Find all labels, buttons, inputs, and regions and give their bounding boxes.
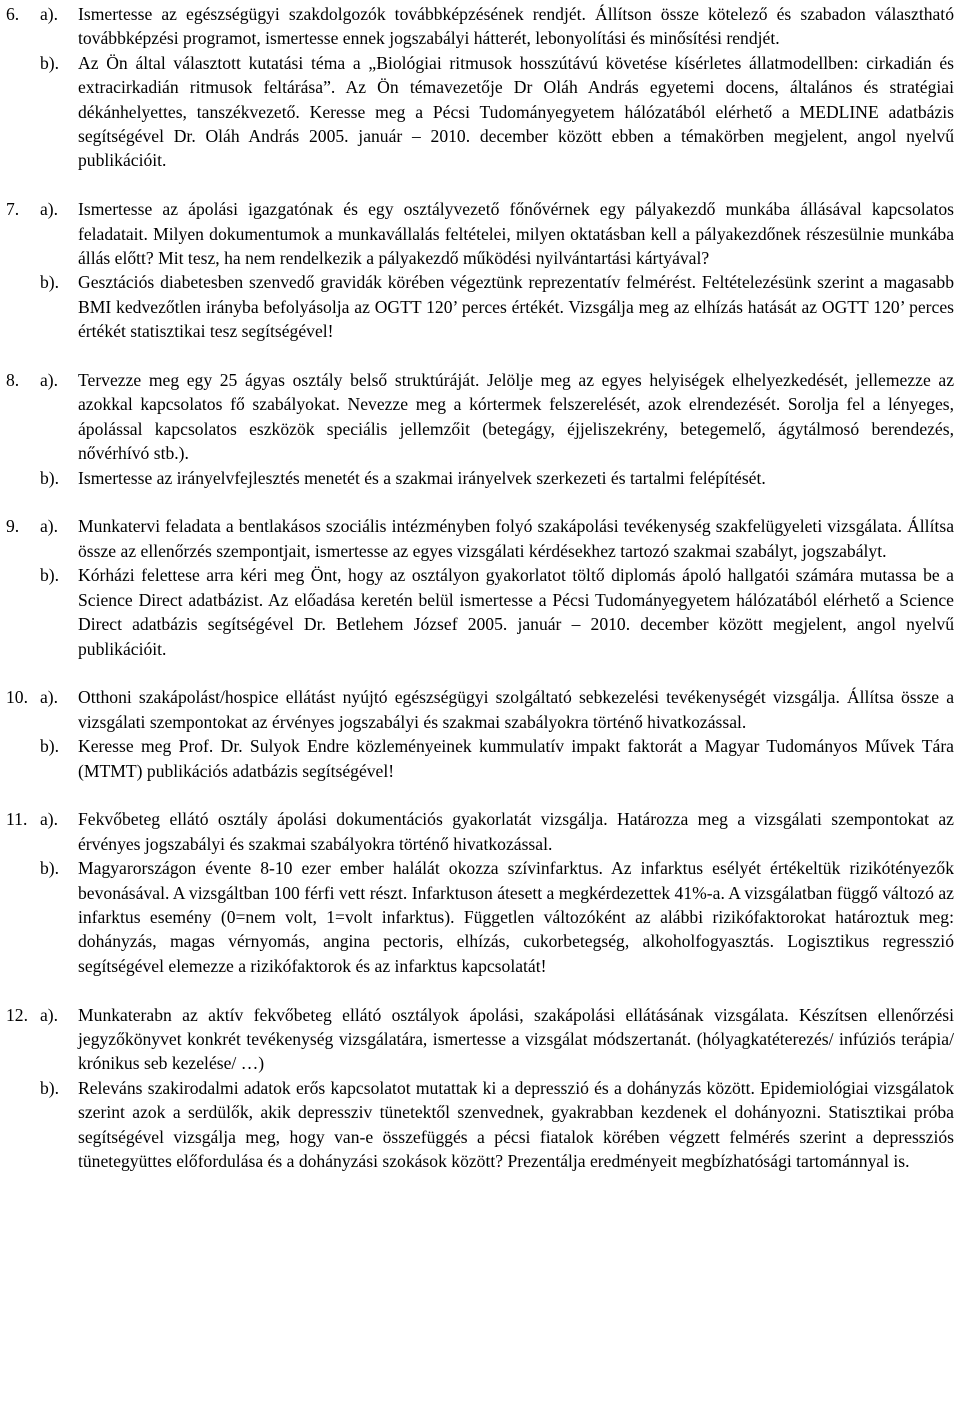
part-label: a). [40, 687, 59, 708]
exam-item-7 [6, 197, 954, 343]
question-text: Magyarországon évente 8-10 ezer ember halálát okozza szívinfarktus. Az infarktus esélyét értékeltük rizikótényezők bevonásával. A vizsgáltban 100 férfi vett részt. Infarktuson átesett a megkérdezettek 41%-a. A vizsgálatban függő változó az infarktus esemény (0=nem volt, 1=volt infarktus). Független változóként az alábbi rizikófaktorokat határoztuk meg: dohányzás, magas vérnyomás, angina pectoris, elhízás, cukorbetegség, alkoholfogyasztás. Logisztikus regresszió segítségével elemezze a rizikófaktorok és az infarktus kapcsolatát! [78, 858, 954, 976]
question-text: Ismertesse az egészségügyi szakdolgozók továbbképzésének rendjét. Állítson össze kötelező és szabadon választható továbbképzési programot, ismertesse ennek jogszabályi hátterét, lebonyolítási és minősítési rendjét. [78, 4, 954, 49]
document-page [6, 2, 954, 1173]
exam-item-10 [6, 685, 954, 783]
question-text: Keresse meg Prof. Dr. Sulyok Endre közleményeinek kummulatív impakt faktorát a Magyar Tudományos Művek Tára (MTMT) publikációs adatbázis segítségével! [78, 736, 954, 781]
item-number: 7. [6, 199, 20, 220]
exam-item-11 [6, 807, 954, 978]
question-text: Munkaterabn az aktív fekvőbeteg ellátó osztályok ápolási, szakápolási ellátásának vizsgálata. Készítsen ellenőrzési jegyzőkönyvet konkrét tevékenység vizsgálatára, ismertesse a vizsgálat módszertanát. (hólyagkatéterezés/ infúziós terápia/ krónikus seb kezelése/ …) [78, 1004, 954, 1074]
question-text: Az Ön által választott kutatási téma a „Biológiai ritmusok hosszútávú követése kísérletes állatmodellben: cirkadián és extracirkadián ritmusok feltárása”. Az Ön témavezetője Dr Oláh András egyetemi docens, általános és stratégiai dékánhelyettes, tanszékvezető. Keresse meg a Pécsi Tudományegyetem hálózatából elérhető a MEDLINE adatbázis segítségével Dr. Oláh András 2005. január – 2010. december között ebben a témakörben megjelent, angol nyelvű publikációit. [78, 52, 954, 171]
part-label: b). [40, 1077, 60, 1098]
part-label: a). [40, 370, 59, 391]
part-label: a). [40, 199, 59, 220]
part-label: b). [40, 565, 60, 586]
question-12a [6, 1003, 954, 1076]
item-number: 8. [6, 370, 20, 391]
question-7b [6, 270, 954, 343]
part-label: a). [40, 809, 59, 830]
part-label: b). [40, 52, 60, 73]
question-6b [6, 51, 954, 173]
part-label: b). [40, 858, 60, 879]
question-text: Kórházi felettese arra kéri meg Önt, hogy az osztályon gyakorlatot töltő diplomás ápoló hallgatói számára mutassa be a Science Direct adatbázist. Az előadása keretén belül ismertesse a Pécsi Tudományegyetem hálózatából elérhető a Science Direct adatbázis segítségével Dr. Betlehem József 2005. január – 2010. december között megjelent, angol nyelvű publikációit. [78, 565, 954, 659]
item-number: 10. [6, 687, 28, 708]
question-9b [6, 563, 954, 661]
question-9a [6, 514, 954, 563]
part-label: b). [40, 467, 60, 488]
part-label: a). [40, 516, 59, 537]
question-text: Otthoni szakápolást/hospice ellátást nyújtó egészségügyi szolgáltató sebkezelési tevékenységét vizsgálja. Állítsa össze a vizsgálati szempontokat az érvényes jogszabályi és szakmai szabályokra történő hivatkozással. [78, 687, 954, 732]
question-text: Ismertesse az irányelvfejlesztés menetét és a szakmai irányelvek szerkezeti és tartalmi felépítését. [78, 467, 766, 488]
item-number: 6. [6, 4, 20, 24]
question-6a [6, 2, 954, 51]
part-label: b). [40, 272, 60, 293]
question-text: Munkatervi feladata a bentlakásos szociális intézményben folyó szakápolási tevékenység szakfelügyeleti vizsgálata. Állítsa össze az ellenőrzés szempontjait, ismertesse az egyes vizsgálati kérdésekhez tartozó szakmai szabályt, jogszabályt. [78, 516, 954, 561]
question-text: Ismertesse az ápolási igazgatónak és egy osztályvezető főnővérnek egy pályakezdő munkába állásával kapcsolatos feladatait. Milyen dokumentumok a munkavállalás feltételei, milyen oktatásban kell a pályakezdőnek részesülnie munkába állás előtt? Mit tesz, ha nem rendelkezik a pályakezdő működési nyilvántartási kártyával? [78, 199, 954, 269]
question-11a [6, 807, 954, 856]
item-number: 11. [6, 809, 28, 830]
question-text: Fekvőbeteg ellátó osztály ápolási dokumentációs gyakorlatát vizsgálja. Határozza meg a vizsgálati szempontokat az érvényes jogszabályi és szakmai szabályokra történő hivatkozással. [78, 809, 954, 854]
item-number: 9. [6, 516, 20, 537]
question-text: Tervezze meg egy 25 ágyas osztály belső struktúráját. Jelölje meg az egyes helyiségek elhelyezkedését, jellemezze az azokkal kapcsolatos fő szabályokat. Nevezze meg a kórtermek felszerelését, azok elrendezését. Sorolja fel a lényeges, ápolással kapcsolatos eszközök speciális jellemzőit (betegágy, éjjeliszekrény, betegemelő, ágytálmosó berendezés, nővérhívó stb.). [78, 370, 954, 464]
question-7a [6, 197, 954, 270]
question-8a [6, 368, 954, 466]
part-label: a). [40, 4, 59, 24]
part-label: b). [40, 736, 60, 757]
exam-item-8 [6, 368, 954, 490]
question-10a [6, 685, 954, 734]
question-10b [6, 734, 954, 783]
item-number: 12. [6, 1004, 28, 1025]
question-8b [6, 466, 954, 490]
question-text: Releváns szakirodalmi adatok erős kapcsolatot mutattak ki a depresszió és a dohányzás között. Epidemiológiai vizsgálatok szerint azok a serdülők, akik depressziv tünetektől szenvednek, gyakrabban kezdenek el dohányozni. Statisztikai próba segítségével vizsgálja meg, hogy van-e összefüggés a pécsi fiatalok körében végzett felmérés szerint a depressziós tünetegyüttes előfordulása és a dohányzási szokások között? Prezentálja eredményeit megbízhatósági tartománnyal is. [78, 1077, 954, 1171]
part-label: a). [40, 1004, 59, 1025]
exam-item-9 [6, 514, 954, 660]
question-11b [6, 856, 954, 978]
question-text: Gesztációs diabetesben szenvedő gravidák körében végeztünk reprezentatív felmérést. Feltételezésünk szerint a magasabb BMI kedvezőtlen irányba befolyásolja az OGTT 120’ perces értékét. Vizsgálja meg az elhízás hatását az OGTT 120’ perces értékét statisztikai tesz segítségével! [78, 272, 954, 342]
exam-item-12 [6, 1003, 954, 1174]
question-12b [6, 1076, 954, 1174]
exam-item-6 [6, 2, 954, 173]
